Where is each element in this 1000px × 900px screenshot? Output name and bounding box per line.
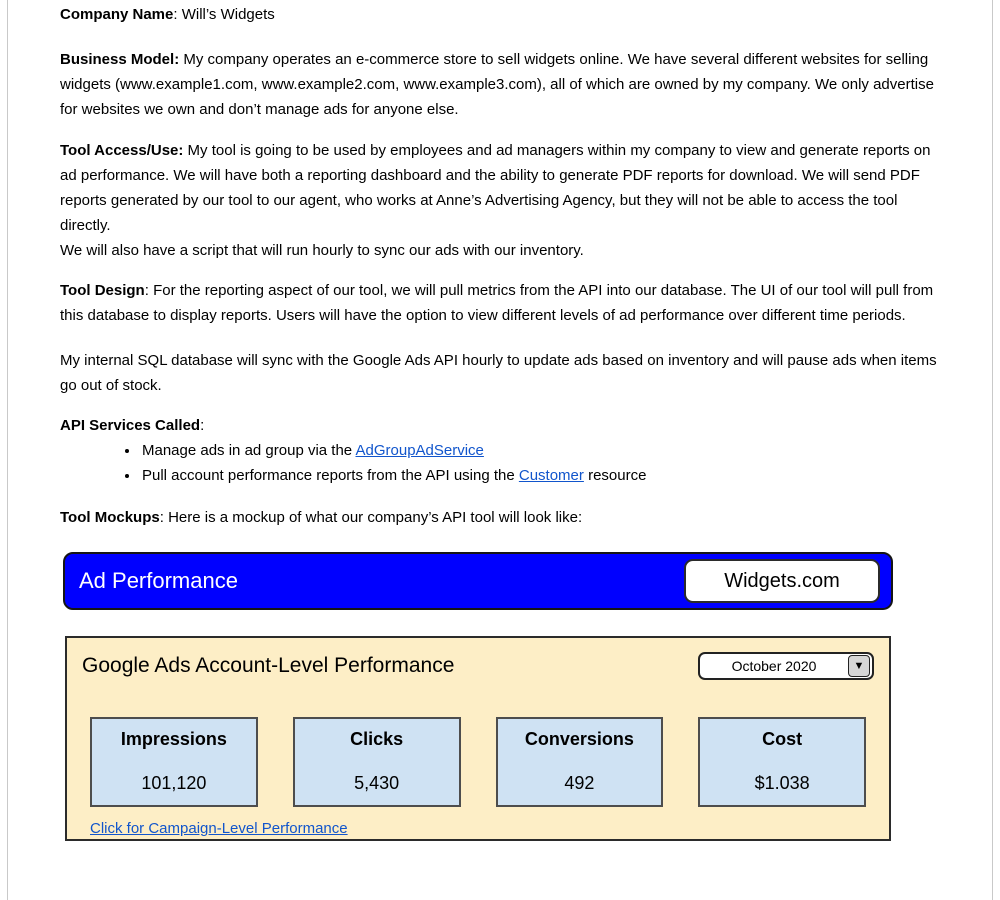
metric-cards-row	[82, 717, 874, 807]
tool-access-text2: We will also have a script that will run hourly to sync our ads with our inventory.	[60, 242, 584, 259]
metric-card-conversions	[496, 717, 664, 807]
tool-mockups-paragraph	[60, 505, 940, 530]
metric-label: Cost	[762, 729, 803, 749]
tool-access-paragraph	[60, 138, 940, 263]
document-content	[60, 0, 940, 841]
page-left-edge	[7, 0, 8, 900]
list-item-adgroupadservice	[140, 438, 940, 463]
mockup-header-bar	[63, 552, 893, 610]
business-model-label: Business Model:	[60, 51, 180, 68]
metric-card-impressions	[90, 717, 258, 807]
tool-design-label: Tool Design	[60, 282, 145, 299]
metric-card-clicks	[293, 717, 461, 807]
api-services-label: API Services Called	[60, 417, 201, 434]
tool-mockups-label: Tool Mockups	[60, 509, 160, 526]
page-right-edge	[992, 0, 993, 900]
tool-access-label: Tool Access/Use:	[60, 142, 184, 159]
metric-value: 492	[564, 773, 595, 793]
customer-link[interactable]: Customer	[518, 467, 584, 484]
business-model-paragraph	[60, 47, 940, 122]
month-dropdown[interactable]	[698, 652, 874, 680]
tool-design-paragraph	[60, 278, 940, 328]
tool-mockups-text: : Here is a mockup of what our company’s API tool will look like:	[159, 509, 583, 526]
company-name-label: Company Name	[60, 6, 174, 23]
panel-header-row	[82, 651, 874, 681]
business-model-text: My company operates an e-commerce store to sell widgets online. We have several different websites for selling widgets (www.example1.com, www.example2.com, www.example3.com), all of which are owned by my company. We only advertise for websites we own and don’t manage ads for anyone else.	[60, 51, 934, 118]
metric-label: Conversions	[524, 729, 634, 749]
bullet-text-pre: Manage ads in ad group via the	[142, 442, 356, 459]
tool-access-text: My tool is going to be used by employees and ad managers within my company to view and generate reports on ad performance. We will have both a reporting dashboard and the ability to generate PDF reports for download. We will send PDF reports generated by our tool to our agent, who works at Anne’s Advertising Agency, but they will not be able to access the tool directly.	[60, 142, 931, 234]
month-dropdown-value: October 2020	[731, 658, 817, 674]
metric-value: 101,120	[141, 773, 207, 793]
widgets-com-button[interactable]: Widgets.com	[684, 559, 880, 603]
api-services-colon: :	[200, 417, 205, 434]
metric-label: Impressions	[120, 729, 227, 749]
chevron-down-icon[interactable]: ▼	[848, 655, 870, 677]
metric-label: Clicks	[350, 729, 404, 749]
api-services-list	[60, 438, 940, 488]
bullet-text-post: resource	[583, 467, 647, 484]
sql-sync-paragraph	[60, 348, 940, 398]
adgroupadservice-link[interactable]: AdGroupAdService	[355, 442, 484, 459]
metric-value: 5,430	[354, 773, 400, 793]
bullet-text-pre: Pull account performance reports from the API using the	[142, 467, 519, 484]
tool-design-text: : For the reporting aspect of our tool, we will pull metrics from the API into our database. The UI of our tool will pull from this database to display reports. Users will have the option to view different levels of ad performance over different time periods.	[60, 282, 934, 324]
account-performance-panel	[65, 636, 891, 841]
mockup-page-title: Ad Performance	[79, 568, 238, 593]
panel-title: Google Ads Account-Level Performance	[82, 654, 455, 677]
company-name-value: : Will’s Widgets	[173, 6, 275, 23]
campaign-level-performance-link[interactable]: Click for Campaign-Level Performance	[90, 820, 348, 837]
sql-sync-text: My internal SQL database will sync with the Google Ads API hourly to update ads based on inventory and will pause ads when items go out of stock.	[60, 352, 937, 394]
list-item-customer	[140, 463, 940, 488]
metric-card-cost	[698, 717, 866, 807]
company-name-line	[60, 2, 940, 27]
metric-value: $1.038	[754, 773, 810, 793]
api-services-heading	[60, 413, 940, 438]
